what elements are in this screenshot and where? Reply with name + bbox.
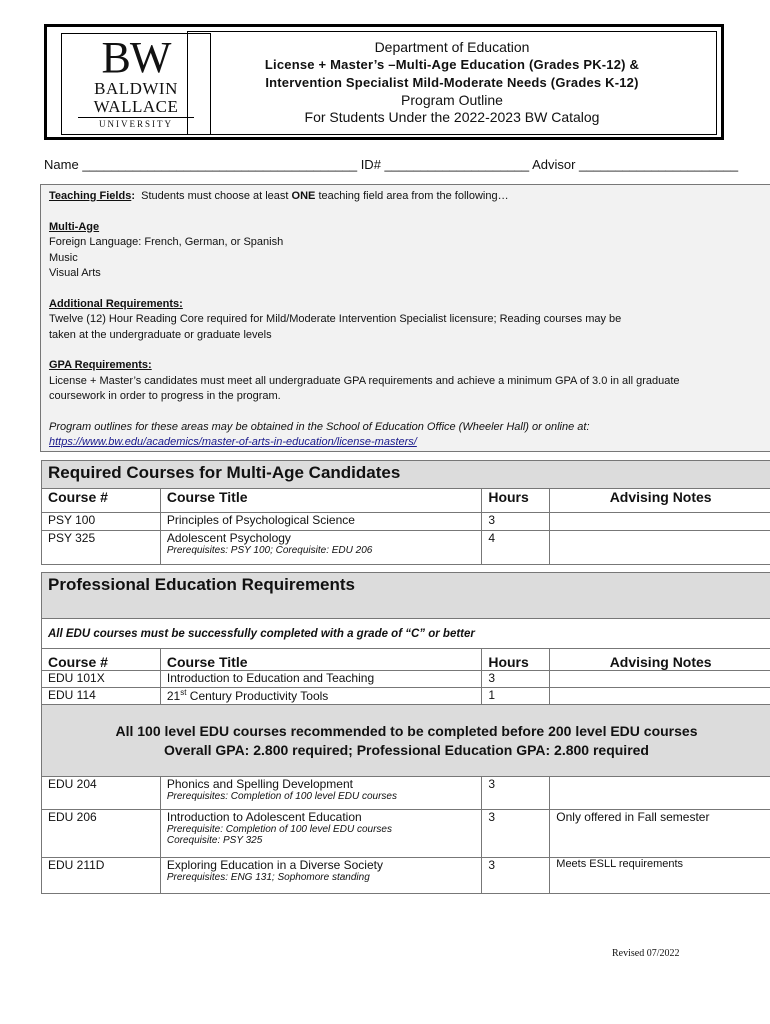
required-courses-heading: Required Courses for Multi-Age Candidates	[42, 461, 770, 489]
course-title: 21st Century Productivity Tools	[160, 688, 481, 705]
multi-age-item: Music	[49, 251, 78, 264]
gpa-requirements-label: GPA Requirements:	[49, 359, 152, 371]
advising-note: Only offered in Fall semester	[550, 810, 770, 858]
program-outline-label: Program Outline	[401, 92, 503, 108]
required-courses-table	[41, 460, 770, 565]
table-row: EDU 211D Exploring Education in a Diverse Society Prerequisites: ENG 131; Sophomore standing 3 Meets ESLL requirements	[42, 858, 770, 894]
logo-divider	[78, 117, 194, 118]
course-prerequisites: Prerequisites: Completion of 100 level EDU courses	[166, 791, 397, 802]
additional-requirements-text: Twelve (12) Hour Reading Core required for Mild/Moderate Intervention Specialist licensure; Reading courses may be	[49, 313, 622, 325]
additional-requirements-text: taken at the undergraduate or graduate levels	[49, 328, 272, 341]
title-block	[187, 31, 717, 135]
course-prerequisites: Prerequisite: Completion of 100 level EDU courses	[166, 824, 392, 835]
advisor-label: Advisor	[532, 157, 576, 172]
additional-requirements-label: Additional Requirements:	[49, 297, 183, 310]
course-title: Phonics and Spelling Development	[166, 777, 353, 791]
course-title: Exploring Education in a Diverse Society	[166, 858, 383, 872]
revision-date: Revised 07/2022	[612, 948, 680, 959]
program-title-line2: Intervention Specialist Mild-Moderate Needs (Grades K-12)	[265, 75, 639, 90]
program-outline-note: Program outlines for these areas may be obtained in the School of Education Office (Wheeler Hall) or online at:	[49, 420, 590, 433]
advisor-field[interactable]: ______________________	[579, 157, 739, 172]
column-header-notes: Advising Notes	[550, 489, 770, 513]
course-prerequisites: Prerequisites: ENG 131; Sophomore standing	[166, 872, 370, 883]
column-header-title: Course Title	[160, 489, 481, 513]
table-row: EDU 101X Introduction to Education and Teaching 3	[42, 671, 770, 688]
teaching-fields-label: Teaching Fields	[49, 190, 132, 202]
multi-age-item: Visual Arts	[49, 267, 101, 279]
gpa-requirements-text: coursework in order to progress in the program.	[49, 390, 281, 402]
edu-sequence-banner	[42, 705, 770, 777]
table-row: EDU 206 Introduction to Adolescent Education Prerequisite: Completion of 100 level EDU courses Corequisite: PSY 325 3 Only offered in Fall semester	[42, 810, 770, 858]
table-row: EDU 204 Phonics and Spelling Development Prerequisites: Completion of 100 level EDU courses 3	[42, 777, 770, 810]
table-row: PSY 100 Principles of Psychological Science 3	[42, 513, 770, 531]
logo-line-university: UNIVERSITY	[99, 119, 173, 129]
logo-line-wallace: WALLACE	[93, 97, 179, 116]
catalog-year: For Students Under the 2022-2023 BW Catalog	[304, 109, 600, 125]
program-outline-link[interactable]: https://www.bw.edu/academics/master-of-arts-in-education/license-masters/	[49, 436, 417, 448]
column-header-notes: Advising Notes	[550, 649, 770, 671]
requirements-info-box	[40, 184, 770, 452]
program-title-line1: License + Master’s –Multi-Age Education (Grades PK-12) &	[264, 57, 640, 72]
name-label: Name	[44, 157, 79, 172]
column-header-title: Course Title	[160, 649, 481, 671]
column-header-course: Course #	[42, 489, 161, 513]
advising-note: Meets ESLL requirements	[550, 858, 770, 894]
id-label: ID#	[360, 157, 381, 172]
multi-age-item: Foreign Language: French, German, or Spanish	[49, 236, 284, 248]
document-header	[44, 24, 724, 140]
course-title: Introduction to Adolescent Education	[166, 810, 362, 824]
column-header-hours: Hours	[482, 649, 550, 671]
student-info-row	[44, 157, 739, 172]
name-field[interactable]: ______________________________________	[82, 157, 358, 172]
course-prerequisites: Prerequisites: PSY 100; Corequisite: EDU 206	[166, 545, 373, 556]
multi-age-label: Multi-Age	[49, 220, 100, 233]
logo-mark: BW	[101, 33, 171, 82]
course-title: Adolescent Psychology	[166, 531, 291, 545]
course-corequisites: Corequisite: PSY 325	[166, 835, 263, 846]
id-field[interactable]: ____________________	[384, 157, 530, 172]
banner-line-sequence: All 100 level EDU courses recommended to be completed before 200 level EDU courses	[115, 722, 698, 739]
professional-education-heading: Professional Education Requirements	[42, 573, 770, 619]
gpa-requirements-text: License + Master’s candidates must meet all undergraduate GPA requirements and achieve a minimum GPA of 3.0 in all graduate	[49, 374, 680, 387]
column-header-hours: Hours	[482, 489, 550, 513]
table-row: PSY 325 Adolescent Psychology Prerequisites: PSY 100; Corequisite: EDU 206 4	[42, 531, 770, 565]
banner-line-gpa: Overall GPA: 2.800 required; Professional Education GPA: 2.800 required	[164, 741, 649, 758]
logo-line-baldwin: BALDWIN	[94, 79, 178, 98]
teaching-fields-paragraph: Teaching Fields: Students must choose at least ONE teaching field area from the following…	[49, 190, 509, 202]
professional-education-table	[41, 572, 770, 894]
grade-requirement-note: All EDU courses must be successfully completed with a grade of “C” or better	[42, 619, 770, 649]
column-header-course: Course #	[42, 649, 161, 671]
table-row: EDU 114 21st Century Productivity Tools 1	[42, 688, 770, 705]
department-name: Department of Education	[374, 39, 530, 55]
